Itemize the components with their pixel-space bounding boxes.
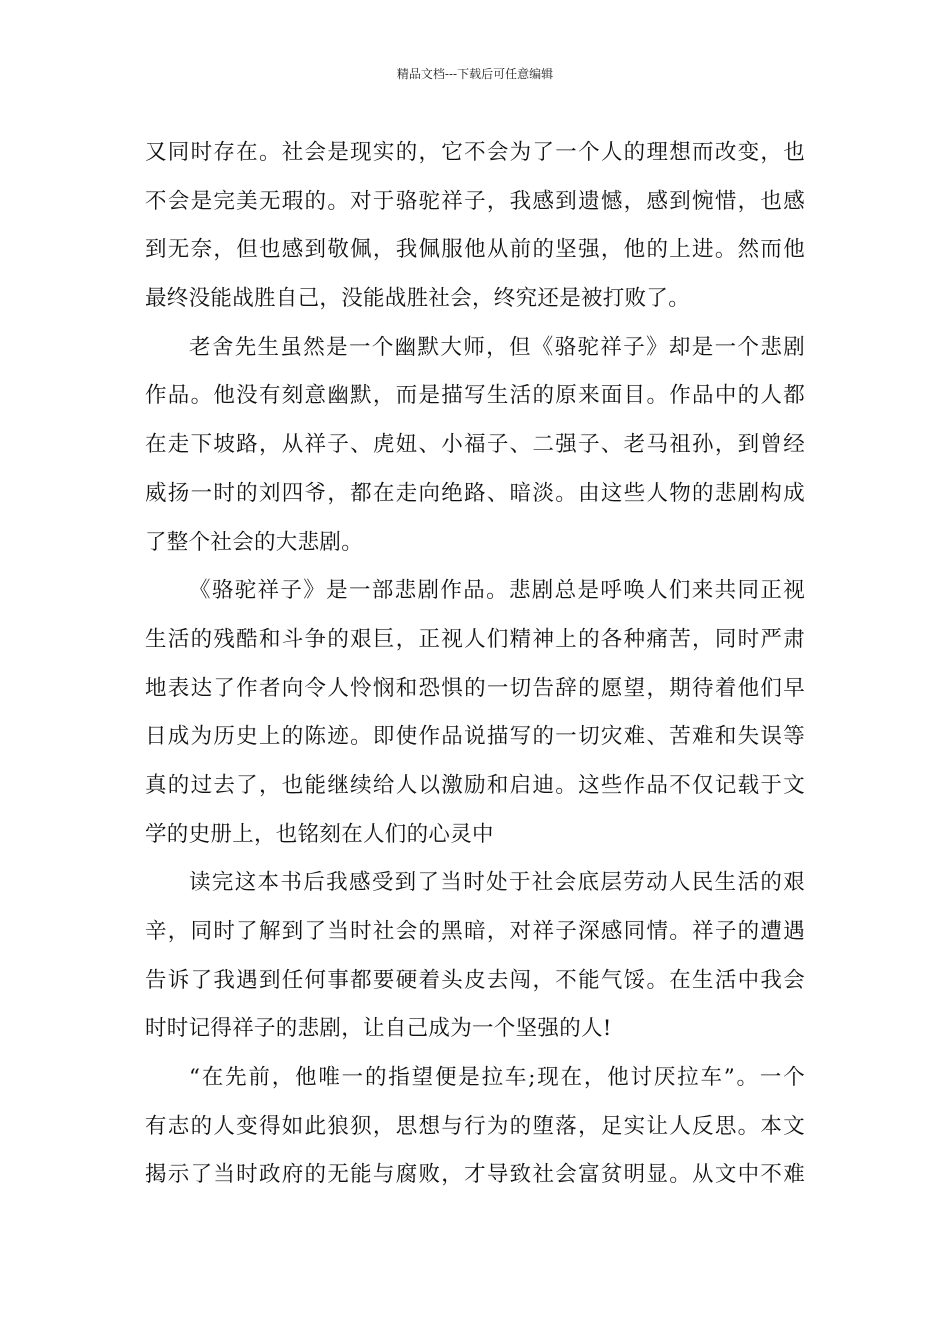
text-line: “在先前，他唯一的指望便是拉车;现在，他讨厌拉车”。一个 (189, 1065, 805, 1091)
text-line: 读完这本书后我感受到了当时处于社会底层劳动人民生活的艰 (189, 870, 805, 896)
text-line: 了整个社会的大悲剧。 (145, 529, 364, 555)
text-line: 学的史册上，也铭刻在人们的心灵中 (145, 821, 494, 847)
text-line: 作品。他没有刻意幽默，而是描写生活的原来面目。作品中的人都 (145, 383, 805, 409)
paragraph (145, 859, 805, 1054)
text-line: 时时记得祥子的悲剧，让自己成为一个坚强的人! (145, 1016, 612, 1042)
text-line: 不会是完美无瑕的。对于骆驼祥子，我感到遗憾，感到惋惜，也感 (145, 188, 805, 214)
text-line: 真的过去了，也能继续给人以激励和启迪。这些作品不仅记载于文 (145, 772, 805, 798)
paragraph (145, 567, 805, 859)
text-line: 《骆驼祥子》是一部悲剧作品。悲剧总是呼唤人们来共同正视 (189, 578, 805, 604)
text-line: 地表达了作者向令人怜悯和恐惧的一切告辞的愿望，期待着他们早 (145, 675, 805, 701)
text-line: 威扬一时的刘四爷，都在走向绝路、暗淡。由这些人物的悲剧构成 (145, 480, 805, 506)
text-line: 最终没能战胜自己，没能战胜社会，终究还是被打败了。 (145, 286, 691, 312)
text-line: 辛，同时了解到了当时社会的黑暗，对祥子深感同情。祥子的遭遇 (145, 919, 805, 944)
page-header: 精品文档---下载后可任意编辑 (396, 67, 554, 81)
text-line: 生活的残酷和斗争的艰巨，正视人们精神上的各种痛苦，同时严肃 (145, 626, 805, 652)
text-line: 有志的人变得如此狼狈，思想与行为的堕落，足实让人反思。本文 (145, 1113, 805, 1139)
text-line: 老舍先生虽然是一个幽默大师，但《骆驼祥子》却是一个悲剧 (189, 334, 805, 360)
text-line: 到无奈，但也感到敬佩，我佩服他从前的坚强，他的上进。然而他 (145, 237, 805, 263)
paragraph (145, 129, 805, 324)
paragraph (145, 324, 805, 567)
paragraph (145, 1054, 805, 1200)
text-line: 揭示了当时政府的无能与腐败，才导致社会富贫明显。从文中不难 (145, 1162, 805, 1188)
text-line: 日成为历史上的陈迹。即使作品说描写的一切灾难、苦难和失误等 (145, 724, 805, 750)
text-line: 告诉了我遇到任何事都要硬着头皮去闯，不能气馁。在生活中我会 (145, 967, 805, 993)
text-line: 在走下坡路，从祥子、虎妞、小福子、二强子、老马祖孙，到曾经 (145, 432, 805, 458)
text-line: 又同时存在。社会是现实的，它不会为了一个人的理想而改变，也 (145, 140, 805, 165)
document-body (145, 129, 805, 1200)
